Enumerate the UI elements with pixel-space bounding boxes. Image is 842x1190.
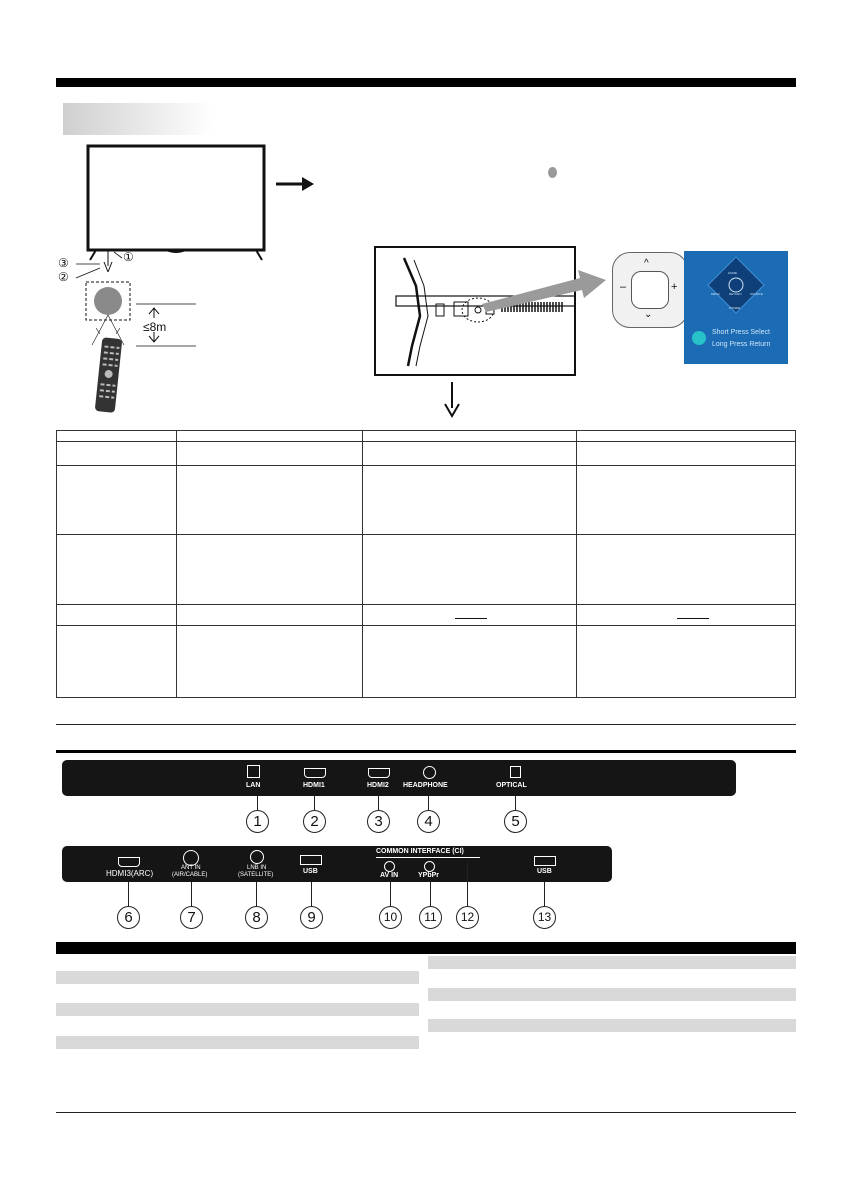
legend-stripe (428, 1019, 796, 1032)
connector-section-rule (56, 750, 796, 753)
lnb-in-port-icon (250, 850, 264, 864)
port-number-3: 3 (367, 810, 390, 833)
instruction-line-1: Short Press Select (712, 329, 770, 336)
port-number-11: 11 (419, 906, 442, 929)
table-row (57, 431, 796, 442)
menu-item-menu[interactable]: MENU (711, 292, 720, 296)
legend-header-bar (56, 942, 796, 954)
menu-item-home[interactable]: HOME (728, 271, 737, 275)
legend-stripe (56, 971, 419, 984)
menu-item-power[interactable]: POWER (729, 306, 741, 310)
callout-stem (430, 882, 431, 906)
underline-mark (455, 618, 487, 619)
port-label-usb-2: USB (537, 868, 552, 875)
port-label-ant-in: ANT IN (181, 865, 201, 871)
legend-stripe (56, 1003, 419, 1016)
port-number-4: 4 (417, 810, 440, 833)
callout-2: ② (58, 270, 69, 284)
hdmi3-port-icon (118, 857, 140, 867)
lan-icon (247, 765, 260, 778)
callout-stem (314, 796, 315, 810)
minus-icon[interactable]: – (620, 281, 627, 293)
pointer-arrow-icon (480, 266, 610, 316)
down-icon[interactable]: ⌄ (644, 309, 653, 320)
legend-stripe (428, 956, 796, 969)
connector-panel-bottom (62, 846, 612, 882)
underline-mark (677, 618, 709, 619)
ci-underline (376, 857, 480, 858)
legend-stripe (56, 1036, 419, 1049)
control-menu-panel (684, 251, 788, 364)
usb-port-icon-1 (300, 855, 322, 865)
section-heading-tab (63, 103, 213, 135)
section-divider (56, 724, 796, 725)
table-row (57, 535, 796, 605)
table-row (57, 442, 796, 466)
callout-stem (544, 882, 545, 906)
port-number-8: 8 (245, 906, 268, 929)
table-row (57, 605, 796, 626)
callout-stem (378, 796, 379, 810)
hdmi2-port-icon (368, 768, 390, 778)
callout-stem (428, 796, 429, 810)
port-number-2: 2 (303, 810, 326, 833)
instruction-line-2: Long Press Return (712, 341, 771, 348)
port-number-9: 9 (300, 906, 323, 929)
callout-stem (467, 862, 468, 906)
port-label-headphone: HEADPHONE (403, 782, 448, 789)
port-number-1: 1 (246, 810, 269, 833)
legend-stripe (428, 988, 796, 1001)
port-label-hdmi3: HDMI3(ARC) (106, 869, 154, 878)
top-rule (56, 78, 796, 87)
port-number-6: 6 (117, 906, 140, 929)
headphone-port-icon (423, 766, 436, 779)
port-number-12: 12 (456, 906, 479, 929)
return-badge-icon (692, 331, 706, 345)
control-pad (612, 252, 688, 328)
plus-icon[interactable]: + (671, 281, 678, 293)
av-in-port-icon (384, 861, 395, 872)
callout-stem (390, 882, 391, 906)
port-label-ant-in-sub: (AIR/CABLE) (172, 872, 208, 878)
connector-panel-top (62, 760, 736, 796)
port-number-5: 5 (504, 810, 527, 833)
callout-stem (256, 882, 257, 906)
callout-stem (191, 882, 192, 906)
port-label-lan: LAN (246, 782, 261, 789)
port-label-lnb-in: LNB IN (247, 865, 267, 871)
spec-table (56, 430, 796, 698)
optical-port-icon (510, 766, 521, 778)
distance-label: ≤8m (143, 320, 167, 334)
port-number-13: 13 (533, 906, 556, 929)
tv-front-diagram (56, 140, 286, 420)
callout-stem (515, 796, 516, 810)
table-row (57, 626, 796, 698)
port-label-hdmi1: HDMI1 (303, 782, 325, 789)
port-number-10: 10 (379, 906, 402, 929)
usb-port-icon-2 (534, 856, 556, 866)
ci-label: COMMON INTERFACE (CI) (376, 848, 464, 855)
table-row (57, 466, 796, 535)
right-arrow-icon (276, 176, 316, 192)
port-label-usb-1: USB (303, 868, 318, 875)
menu-item-return[interactable]: RETURN (729, 292, 742, 296)
port-label-lnb-in-sub: (SATELLITE) (238, 872, 274, 878)
ypbpr-port-icon (424, 861, 435, 872)
footer-rule (56, 1112, 796, 1113)
port-label-optical: OPTICAL (496, 782, 527, 789)
port-label-av-in: AV IN (380, 872, 399, 879)
down-arrow-icon (444, 382, 460, 418)
callout-1: ① (123, 250, 134, 264)
button-glyph-icon (548, 167, 557, 178)
ant-in-port-icon (183, 850, 199, 866)
port-label-ypbpr: YPbPr (418, 872, 440, 879)
menu-item-source[interactable]: SOURCE (750, 292, 763, 296)
hdmi1-port-icon (304, 768, 326, 778)
callout-stem (128, 882, 129, 906)
port-label-hdmi2: HDMI2 (367, 782, 389, 789)
callout-stem (257, 796, 258, 810)
up-icon[interactable]: ^ (644, 258, 649, 269)
callout-3: ③ (58, 256, 69, 270)
port-number-7: 7 (180, 906, 203, 929)
callout-stem (311, 882, 312, 906)
